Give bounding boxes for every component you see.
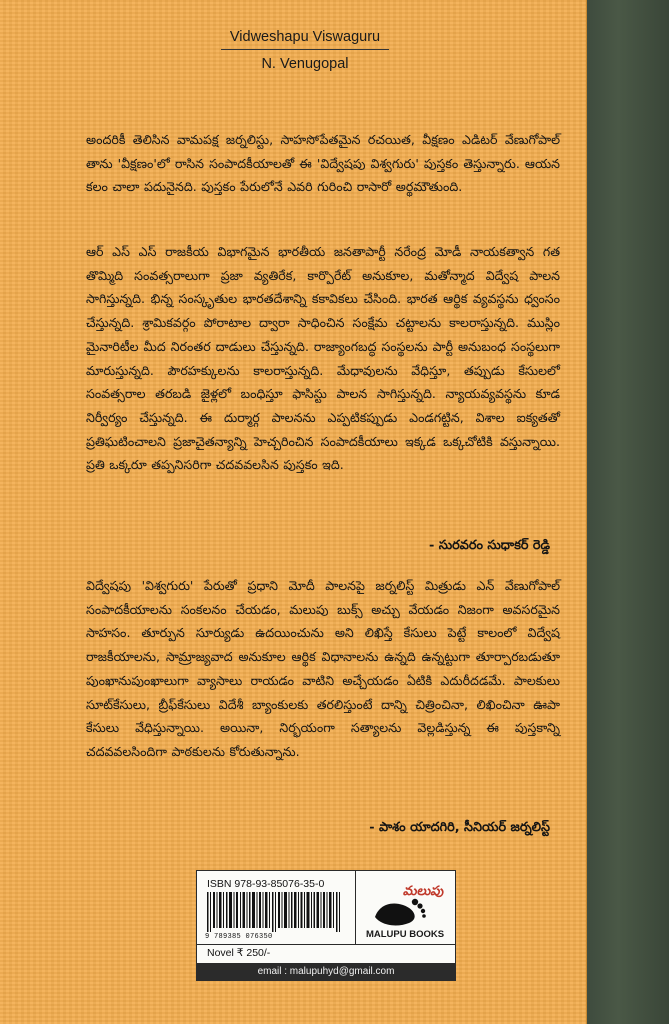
book-author: N. Venugopal — [261, 56, 349, 72]
blurb-signature-1: - సురవరం సుధాకర్ రెడ్డి — [429, 538, 550, 553]
email-bar: email : malupuhyd@gmail.com — [196, 963, 456, 981]
blurb-paragraph-2: ఆర్ ఎస్ ఎస్ రాజకీయ విభాగమైన భారతీయ జనతాపార్టీ నరేంద్ర మోడీ నాయకత్వాన గత తొమ్మిది సంవత్సరాలుగా ప్రజా వ్యతిరేక, కార్పొరేట్ అనుకూల, మతోన్మాద విద్వేష పాలన సాగిస్తున్నది. భిన్న సంస్కృతుల భారతదేశాన్ని కకావికలు చేసింది. భారత ఆర్థిక వ్యవస్థను ధ్వంసం చేస్తున్నది. శ్రామికవర్గం పోరాటాల ద్వారా సాధించిన సంక్షేమ చట్టాలను కాలరాస్తున్నది. ముస్లిం మైనారిటీల మీద నిరంతర దాడులు చేస్తున్నది. రాజ్యాంగబద్ధ సంస్థలను పార్టీ అనుబంధ సంస్థలుగా మారుస్తున్నది. పౌరహక్కులను కాలరాస్తున్నది. మేధావులను వేధిస్తూ, తప్పుడు కేసులలో సంవత్సరాల తరబడి జైళ్లలో బంధిస్తూ ఫాసిస్టు పాలన సాగిస్తున్నది. న్యాయవ్యవస్థను కూడ నిర్వీర్యం చేస్తున్నది. ఈ దుర్మార్గ పాలనను ఎప్పటికప్పుడు ఎండగట్టిన, విశాల ఐక్యతతో ప్రతిఘటించాలని ప్రజాచైతన్యాన్ని హెచ్చరించిన సంపాదకీయాలు ఇక్కడ ఒక్కచోటికి వస్తున్నాయి. ప్రతి ఒక్కరూ తప్పనిసరిగా చదవవలసిన పుస్తకం ఇది. — [86, 244, 560, 473]
panel-divider-vertical — [355, 871, 356, 944]
price-label: Novel ₹ 250/- — [207, 947, 271, 959]
book-spine — [584, 0, 669, 1024]
publisher-logo-text: మలుపు — [402, 884, 444, 899]
publisher-logo — [357, 875, 453, 943]
panel-divider-horizontal — [197, 944, 455, 945]
barcode-digits: 9 789385 076350 — [205, 933, 273, 941]
footprint-logo-icon — [357, 875, 453, 929]
blurb-paragraph-3: విద్వేషపు 'విశ్వగురు' పేరుతో ప్రధాని మోదీ పాలనపై జర్నలిస్ట్ మిత్రుడు ఎన్ వేణుగోపాల్ సంపాదకీయాలను సంకలనం చేయడం, మలుపు బుక్స్ అచ్చు వేయడం నిజంగా అవసరమైన సాహసం. తూర్పున సూర్యుడు ఉదయించును అని లిఖిస్తే కేసులు పెట్టే కాలంలో విద్వేష రాజకీయాలను, సామ్రాజ్యవాద అనుకూల ఆర్థిక విధానాలను ఉన్నది ఉన్నట్టుగా తూర్పారబడుతూ పుంఖానుపుంఖాలుగా వ్యాసాలు రాయడం వాటిని అచ్చేయడం ఏటికి ఎదురీదడమే. పాలకులు సూట్‌కేసులు, బ్రీఫ్‌కేసులు విదేశీ బ్యాంకులకు తరలిస్తుంటే దాన్ని చిత్రించినా, లిఖించినా ఊపా కేసులు వేధిస్తున్నాయి. అయినా, నిర్భయంగా సత్యాలను వెల్లడిస్తున్న ఈ పుస్తకాన్ని చదవవలసిందిగా పాఠకులను కోరుతున్నాను. — [86, 578, 560, 759]
blurb-paragraph-1: అందరికీ తెలిసిన వామపక్ష జర్నలిస్టు, సాహసోపేతమైన రచయిత, వీక్షణం ఎడిటర్ వేణుగోపాల్ తాను 'వీక్షణం'లో రాసిన సంపాదకీయాలతో ఈ 'విద్వేషపు విశ్వగురు' పుస్తకం తెస్తున్నారు. ఆయన కలం చాలా పదునైనది. పుస్తకం పేరులోనే ఎవరి గురించి రాసారో అర్థమౌతుంది. — [86, 132, 560, 195]
barcode-panel — [196, 870, 456, 964]
isbn-label: ISBN 978-93-85076-35-0 — [207, 878, 325, 890]
publisher-name: MALUPU BOOKS — [365, 929, 445, 940]
blurb-signature-2: - పాశం యాదగిరి, సీనియర్ జర్నలిస్ట్ — [369, 820, 550, 835]
barcode-icon — [205, 892, 345, 932]
title-block — [220, 28, 390, 73]
book-title: Vidweshapu Viswaguru — [229, 29, 381, 45]
